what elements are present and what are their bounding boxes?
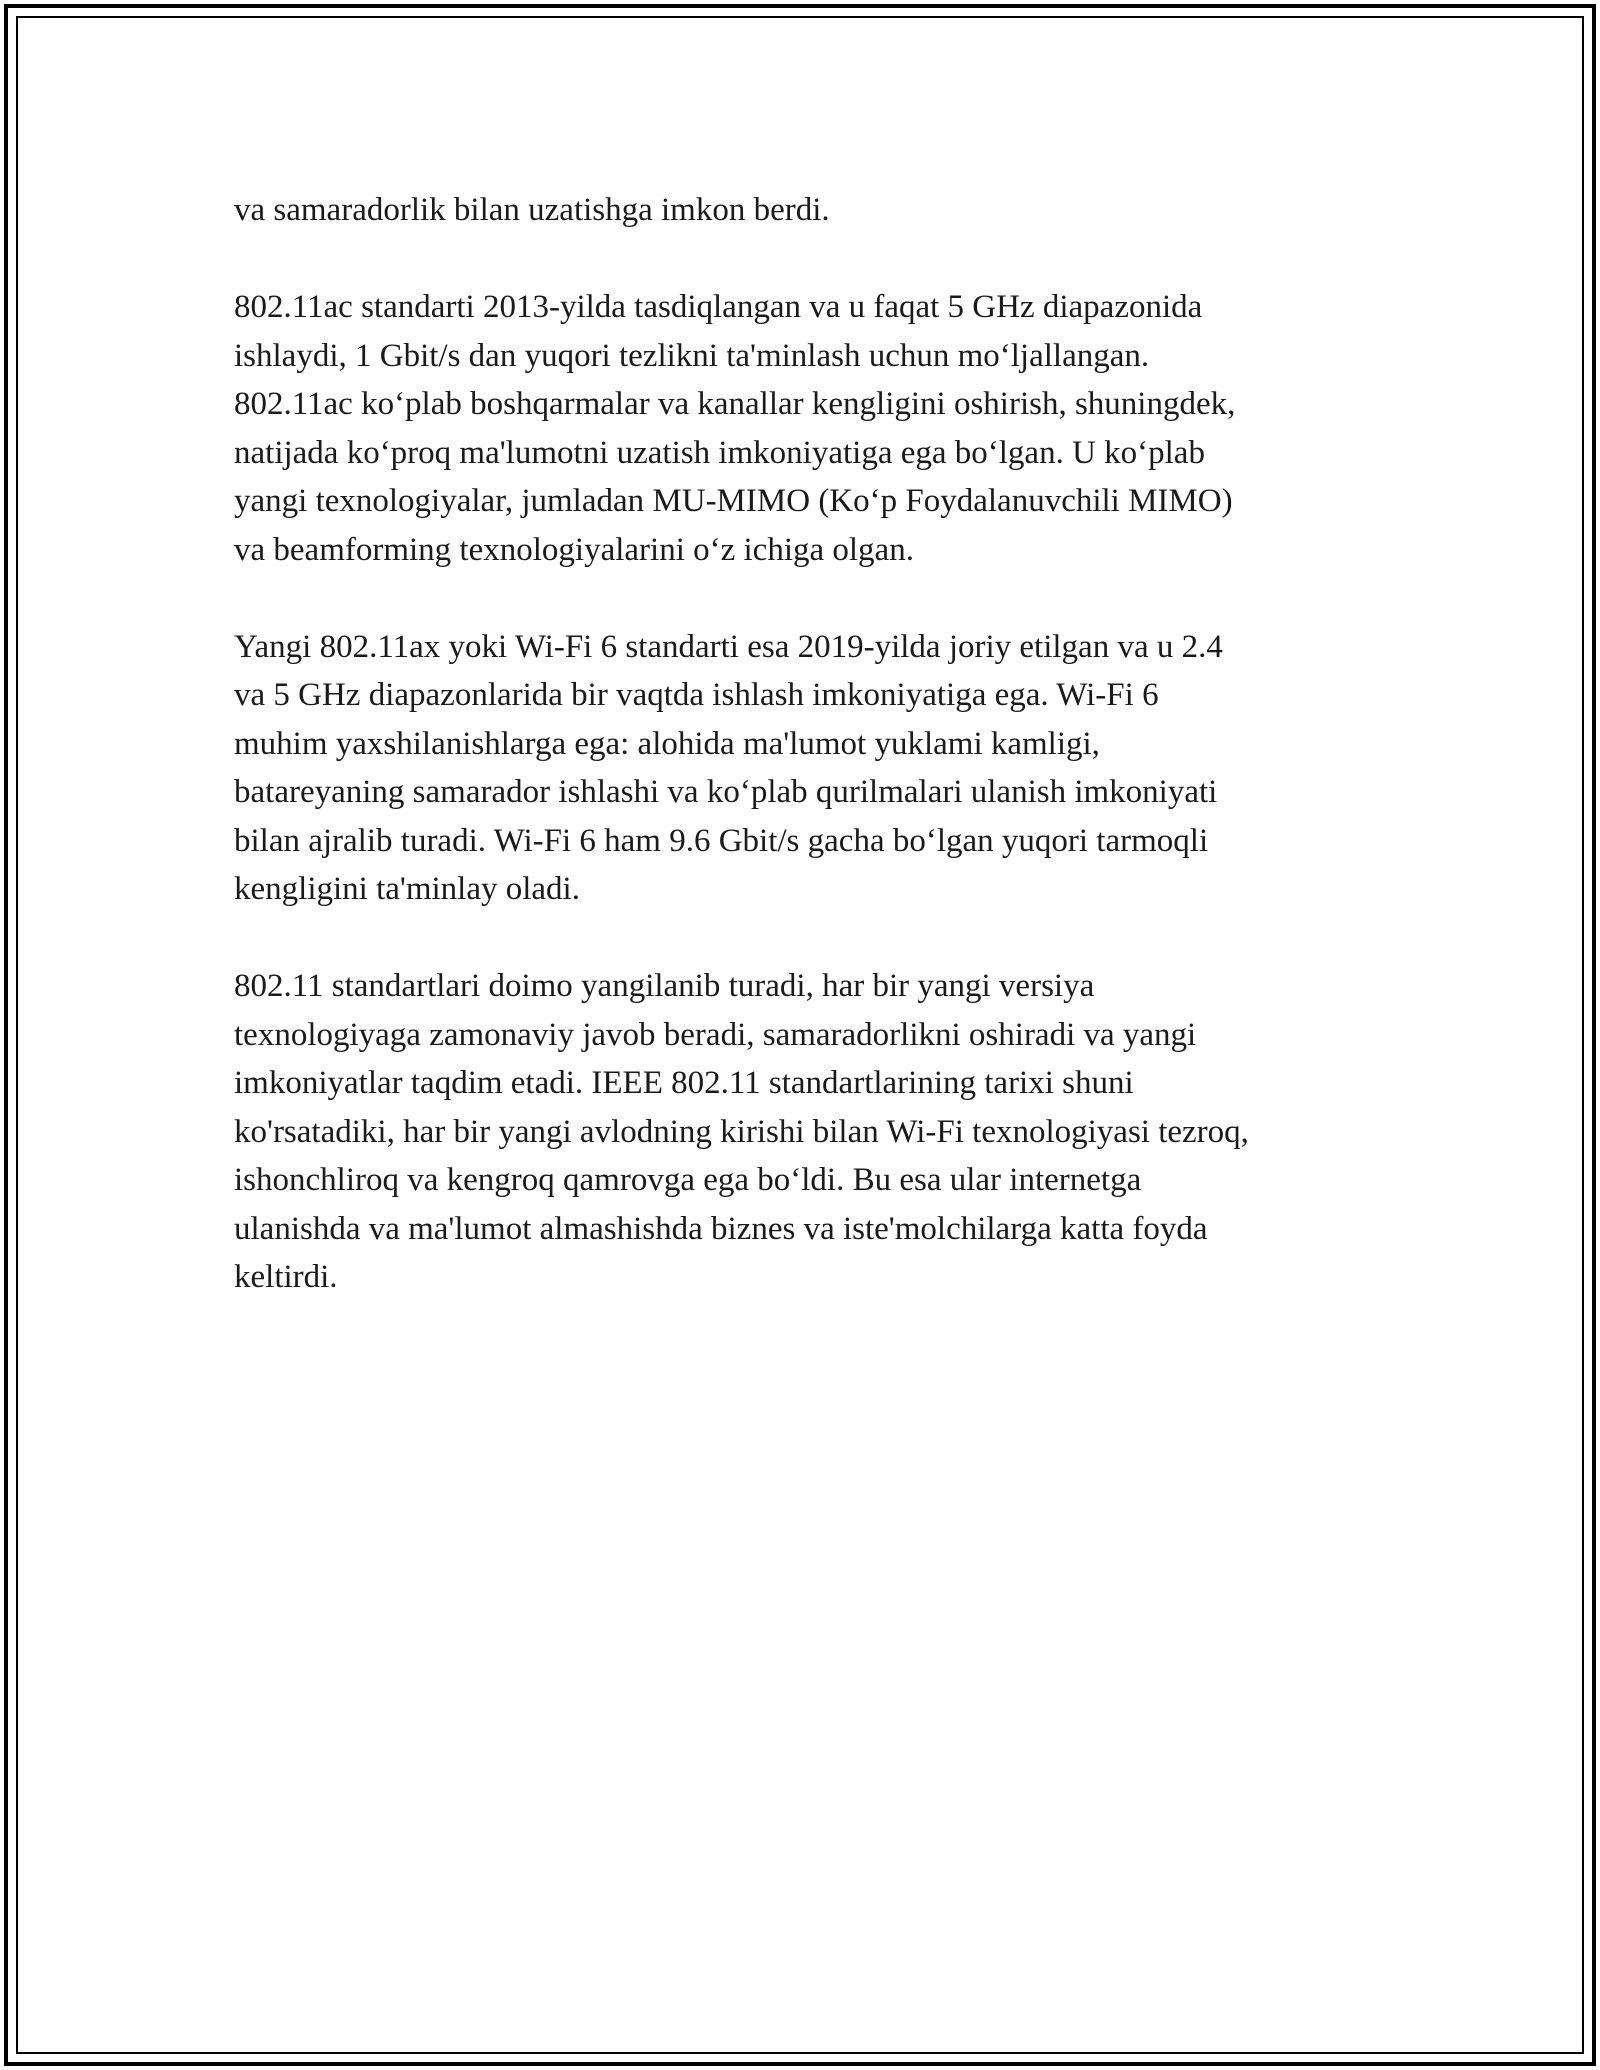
text-line: natijada ko‘proq ma'lumotni uzatish imkoniyatiga ega bo‘lgan. U ko‘plab — [234, 434, 1205, 471]
text-line: va 5 GHz diapazonlarida bir vaqtda ishlash imkoniyatiga ega. Wi-Fi 6 — [234, 677, 1159, 713]
text-line: batareyaning samarador ishlashi va ko‘plab qurilmalari ulanish imkoniyati — [234, 774, 1218, 810]
text-line: 802.11ac standarti 2013-yilda tasdiqlangan va u faqat 5 GHz diapazonida — [234, 289, 1203, 325]
text-line: 802.11ac ko‘plab boshqarmalar va kanallar kengligini oshirish, shuningdek, — [234, 386, 1236, 422]
text-line: texnologiyaga zamonaviy javob beradi, samaradorlikni oshiradi va yangi — [234, 1016, 1197, 1053]
paragraph-2 — [234, 283, 1394, 574]
text-line: Yangi 802.11ax yoki Wi-Fi 6 standarti esa 2019-yilda joriy etilgan va u 2.4 — [234, 628, 1223, 665]
paragraph-3 — [234, 623, 1394, 914]
text-line: bilan ajralib turadi. Wi-Fi 6 ham 9.6 Gbit/s gacha bo‘lgan yuqori tarmoqli — [234, 822, 1209, 859]
text-line: ulanishda va ma'lumot almashishda biznes va iste'molchilarga katta foyda — [234, 1210, 1208, 1247]
text-line: ishlaydi, 1 Gbit/s dan yuqori tezlikni ta'minlash uchun mo‘ljallangan. — [234, 337, 1150, 374]
text-line: muhim yaxshilanishlarga ega: alohida ma'lumot yuklami kamligi, — [234, 725, 1100, 762]
text-line: ko'rsatadiki, har bir yangi avlodning kirishi bilan Wi-Fi texnologiyasi tezroq, — [234, 1113, 1249, 1150]
paragraph-4 — [234, 962, 1394, 1302]
text-line: imkoniyatlar taqdim etadi. IEEE 802.11 standartlarining tarixi shuni — [234, 1065, 1134, 1101]
document-body — [234, 186, 1394, 1350]
paragraph-1 — [234, 186, 1394, 235]
text-line: va beamforming texnologiyalarini o‘z ichiga olgan. — [234, 531, 914, 568]
text-line: keltirdi. — [234, 1259, 338, 1295]
text-line: ishonchliroq va kengroq qamrovga ega bo‘ldi. Bu esa ular internetga — [234, 1162, 1142, 1198]
text-line: kengligini ta'minlay oladi. — [234, 871, 580, 907]
text-line: yangi texnologiyalar, jumladan MU-MIMO (Ko‘p Foydalanuvchili MIMO) — [234, 483, 1233, 519]
text-line: va samaradorlik bilan uzatishga imkon berdi. — [234, 192, 830, 228]
text-line: 802.11 standartlari doimo yangilanib turadi, har bir yangi versiya — [234, 968, 1095, 1004]
